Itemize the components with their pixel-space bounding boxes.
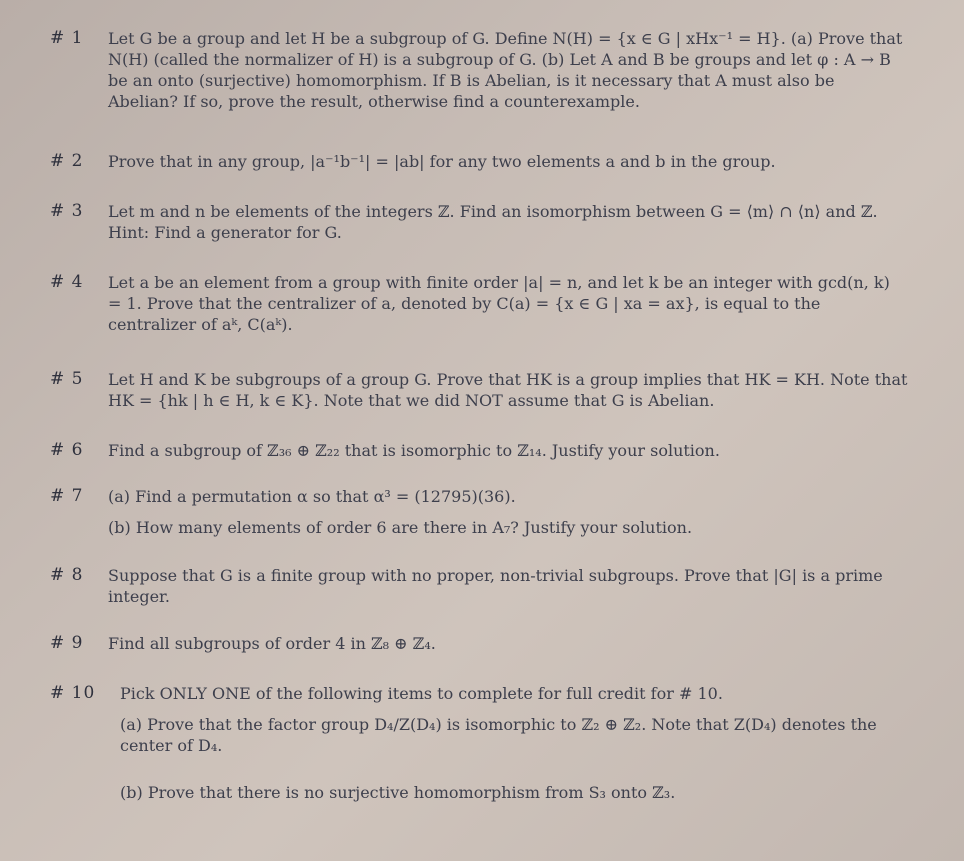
problem-number: # 4	[50, 272, 84, 292]
problem-parts	[108, 486, 908, 538]
problem-number: # 6	[50, 440, 84, 460]
problem-number: # 3	[50, 201, 84, 221]
problem-number: # 1	[50, 28, 84, 48]
problem-part-b: (b) Prove that there is no surjective homomorphism from S₃ onto ℤ₃.	[120, 783, 676, 802]
problem-part-a: (a) Prove that the factor group D₄/Z(D₄) is isomorphic to ℤ₂ ⊕ ℤ₂. Note that Z(D₄) denotes the center of D₄.	[120, 715, 877, 755]
problem-number: # 7	[50, 486, 84, 506]
problem-text: Find a subgroup of ℤ₃₆ ⊕ ℤ₂₂ that is isomorphic to ℤ₁₄. Justify your solution.	[108, 441, 720, 460]
problem-number: # 8	[50, 565, 84, 585]
problem-part-a: (a) Find a permutation α so that α³ = (12795)(36).	[108, 487, 516, 506]
problem-text: Let a be an element from a group with finite order |a| = n, and let k be an integer with gcd(n, k) = 1. Prove that the centralizer of a, denoted by C(a) = {x ∈ G | xa = ax}, is equal to the centralizer of aᵏ, C(aᵏ).	[108, 273, 890, 334]
problem-text: Pick ONLY ONE of the following items to complete for full credit for # 10.	[120, 684, 723, 703]
problem-text: Find all subgroups of order 4 in ℤ₈ ⊕ ℤ₄.	[108, 634, 436, 653]
problem-content	[120, 683, 910, 803]
problem-number: # 5	[50, 369, 84, 389]
problem-text: Let G be a group and let H be a subgroup of G. Define N(H) = {x ∈ G | xHx⁻¹ = H}. (a) Prove that N(H) (called the normalizer of H) is a subgroup of G. (b) Let A and B be groups and let φ : A → B be an onto (surjective) homomorphism. If B is Abelian, is it necessary that A must also be Abelian? If so, prove the result, otherwise find a counterexample.	[108, 29, 903, 111]
problem-part-b: (b) How many elements of order 6 are there in A₇? Justify your solution.	[108, 518, 693, 537]
problem-text: Let H and K be subgroups of a group G. Prove that HK is a group implies that HK = KH. Note that HK = {hk | h ∈ H, k ∈ K}. Note that we did NOT assume that G is Abelian.	[108, 370, 908, 410]
problem-number: # 10	[50, 683, 96, 703]
problem-number: # 9	[50, 633, 84, 653]
problem-text: Let m and n be elements of the integers ℤ. Find an isomorphism between G = ⟨m⟩ ∩ ⟨n⟩ and ℤ. Hint: Find a generator for G.	[108, 202, 878, 242]
problem-number: # 2	[50, 151, 84, 171]
problem-text: Prove that in any group, |a⁻¹b⁻¹| = |ab| for any two elements a and b in the group.	[108, 152, 776, 171]
problem-text: Suppose that G is a finite group with no proper, non-trivial subgroups. Prove that |G| is a prime integer.	[108, 566, 883, 606]
